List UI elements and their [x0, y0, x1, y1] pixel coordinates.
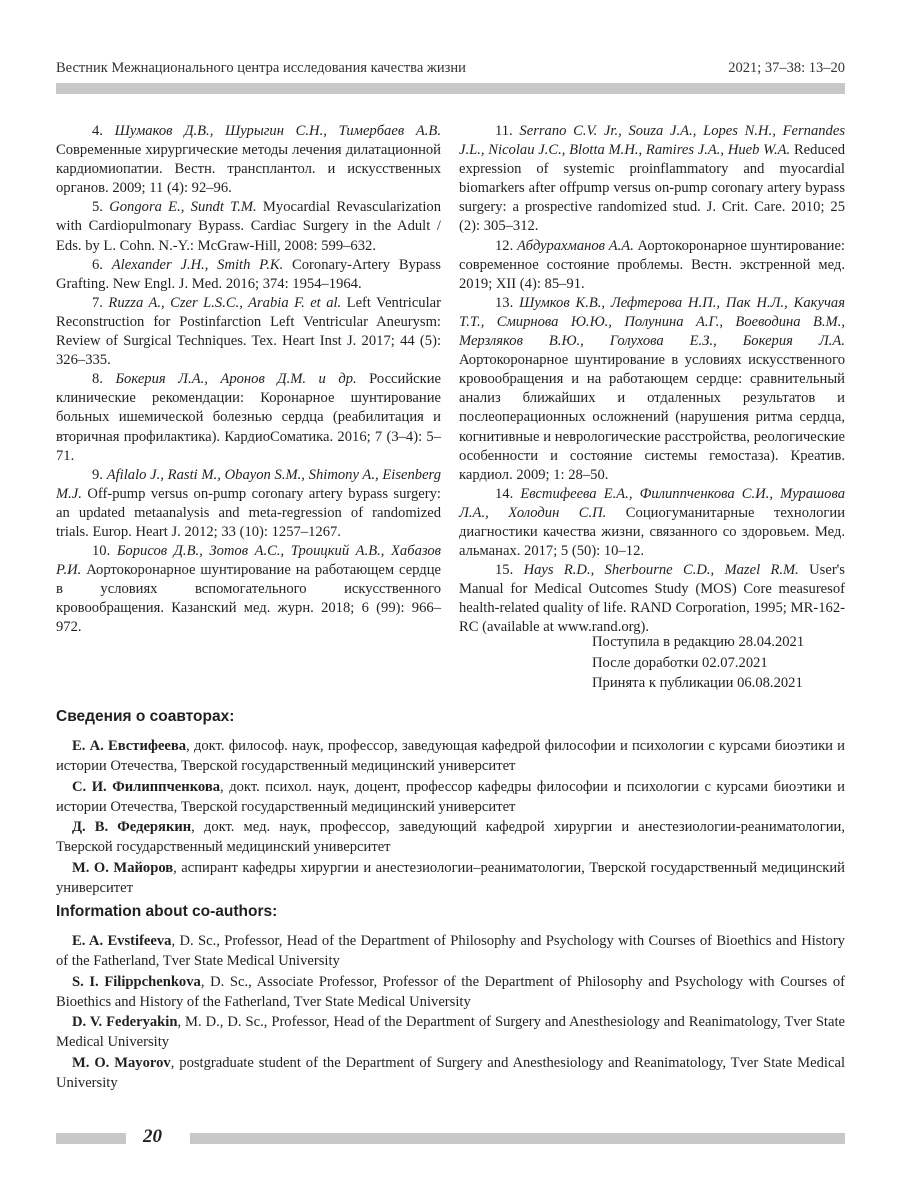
coauthor-entry: С. И. Филиппченкова, докт. психол. наук, доцент, профессор кафедры философии и психологии с курсами биоэтики и истории Отечества, Тверской государственный медицинский университет — [56, 778, 845, 815]
reference-item: 13. Шумков К.В., Лефтерова Н.П., Пак Н.Л., Какучая Т.Т., Смирнова Ю.Ю., Полунина А.Г., Воеводина В.М., Мерзляков В.Ю., Голухова Е.З., Бокерия Л.А. Аортокоронарное шунтирование в условиях искусственного кровообращения и на работающем сердце: сравнительный анализ ближайших и отдаленных результатов и послеоперационных осложнений (нарушения ритма сердца, когнитивные и неврологические расстройства, реологические особенности и состояние системы гемостаза). Креатив. кардиол. 2009; 1: 28–50. — [459, 294, 845, 483]
header-rule — [56, 83, 845, 94]
coauthors-en-heading: Information about co-authors: — [56, 903, 278, 920]
reference-item: 4. Шумаков Д.В., Шурыгин С.Н., Тимербаев А.В. Современные хирургические методы лечения дилатационной кардиомиопатии. Вестн. трансплантол. и искусственных органов. 2009; 11 (4): 92–96. — [56, 123, 441, 197]
page-number: 20 — [143, 1126, 162, 1147]
journal-title: Вестник Межнационального центра исследования качества жизни — [56, 60, 466, 76]
reference-item: 6. Alexander J.H., Smith P.K. Coronary-Artery Bypass Grafting. New Engl. J. Med. 2016; 374: 1954–1964. — [56, 256, 441, 292]
reference-item: 7. Ruzza A., Czer L.S.C., Arabia F. et al. Left Ventricular Reconstruction for Postinfarction Left Ventricular Aneurysm: Review of Surgical Techniques. Tex. Heart Inst J. 2017; 44 (5): 326–335. — [56, 294, 441, 369]
coauthor-entry: S. I. Filippchenkova, D. Sc., Associate Professor, Professor of the Department of Philosophy and Psychology with Courses of Bioethics and History of the Fatherland, Tver State Medical University — [56, 973, 845, 1010]
accepted-date: Принята к публикации 06.08.2021 — [592, 675, 803, 691]
received-date: Поступила в редакцию 28.04.2021 — [592, 634, 805, 650]
coauthor-entry: D. V. Federyakin, M. D., D. Sc., Professor, Head of the Department of Surgery and Anesthesiology and Reanimatology, Tver State Medical University — [56, 1014, 845, 1051]
reference-item: 10. Борисов Д.В., Зотов А.С., Троицкий А.В., Хабазов Р.И. Аортокоронарное шунтирование на работающем сердце в условиях вспомогательного искусственного кровообращения. Казанский мед. журн. 2018; 6 (99): 966–972. — [56, 543, 442, 636]
coauthor-entry: Е. А. Евстифеева, докт. философ. наук, профессор, заведующая кафедрой философии и психологии с курсами биоэтики и истории Отечества, Тверской государственный медицинский университет — [56, 738, 845, 775]
reference-item: 9. Afilalo J., Rasti M., Obayon S.M., Shimony A., Eisenberg M.J. Off-pump versus on-pump coronary artery bypass surgery: an updated metaanalysis and meta-regression of randomized trials. Europ. Heart J. 2012; 33 (10): 1257–1267. — [56, 466, 441, 540]
coauthors-en-list — [56, 931, 845, 1093]
reference-item: 15. Hays R.D., Sherbourne C.D., Mazel R.M. User's Manual for Medical Outcomes Study (MOS) Core measuresof health-related quality of life. RAND Corporation, 1995; MR-162-RC (available at www.rand.org). — [459, 562, 845, 636]
references-right-column — [459, 122, 845, 638]
coauthor-entry: M. O. Mayorov, postgraduate student of the Department of Surgery and Anesthesiology and Reanimatology, Tver State Medical University — [56, 1054, 845, 1092]
coauthors-ru-list — [56, 736, 845, 898]
received-dates — [592, 632, 804, 694]
reference-item: 8. Бокерия Л.А., Аронов Д.М. и др. Российские клинические рекомендации: Коронарное шунтирование больных ишемической болезнью сердца (реабилитация и вторичная профилактика). КардиоСоматика. 2016; 7 (3–4): 5–71. — [56, 371, 441, 464]
reference-item: 11. Serrano C.V. Jr., Souza J.A., Lopes N.H., Fernandes J.L., Nicolau J.C., Blotta M.H., Ramires J.A., Hueb W.A. Reduced expression of systemic proinflammatory and myocardial biomarkers after offpump versus on-pump coronary artery bypass surgery: a prospective randomized stud. J. Crit. Care. 2010; 25 (2): 305–312. — [459, 123, 846, 235]
coauthor-entry: E. A. Evstifeeva, D. Sc., Professor, Head of the Department of Philosophy and Psychology with Courses of Bioethics and History of the Fatherland, Tver State Medical University — [56, 933, 845, 970]
footer-rule-right — [190, 1133, 845, 1144]
reference-item: 14. Евстифеева Е.А., Филиппченкова С.И., Мурашова Л.А., Холодин С.П. Социогуманитарные технологии диагностики качества жизни, связанного со здоровьем. Мед. альманах. 2017; 5 (50): 10–12. — [459, 485, 845, 560]
revised-date: После доработки 02.07.2021 — [592, 654, 768, 671]
coauthor-entry: М. О. Майоров, аспирант кафедры хирургии и анестезиологии–реаниматологии, Тверской государственный медицинский университет — [56, 859, 845, 897]
coauthor-entry: Д. В. Федерякин, докт. мед. наук, профессор, заведующий кафедрой хирургии и анестезиологии-реаниматологии, Тверской государственный медицинский университет — [56, 819, 845, 856]
references-left-column — [56, 122, 441, 638]
issue-info: 2021; 37–38: 13–20 — [728, 60, 845, 76]
reference-item: 5. Gongora E., Sundt T.M. Myocardial Revascularization with Cardiopulmonary Bypass. Cardiac Surgery in the Adult / Eds. by L. Cohn. N.-Y.: McGraw-Hill, 2008: 599–632. — [56, 199, 441, 254]
reference-item: 12. Абдурахманов А.А. Аортокоронарное шунтирование: современное состояние проблемы. Вестн. экстренной мед. 2019; XII (4): 85–91. — [459, 237, 845, 292]
footer-rule-left — [56, 1133, 126, 1144]
coauthors-ru-heading: Сведения о соавторах: — [56, 708, 235, 725]
running-header — [56, 60, 845, 77]
